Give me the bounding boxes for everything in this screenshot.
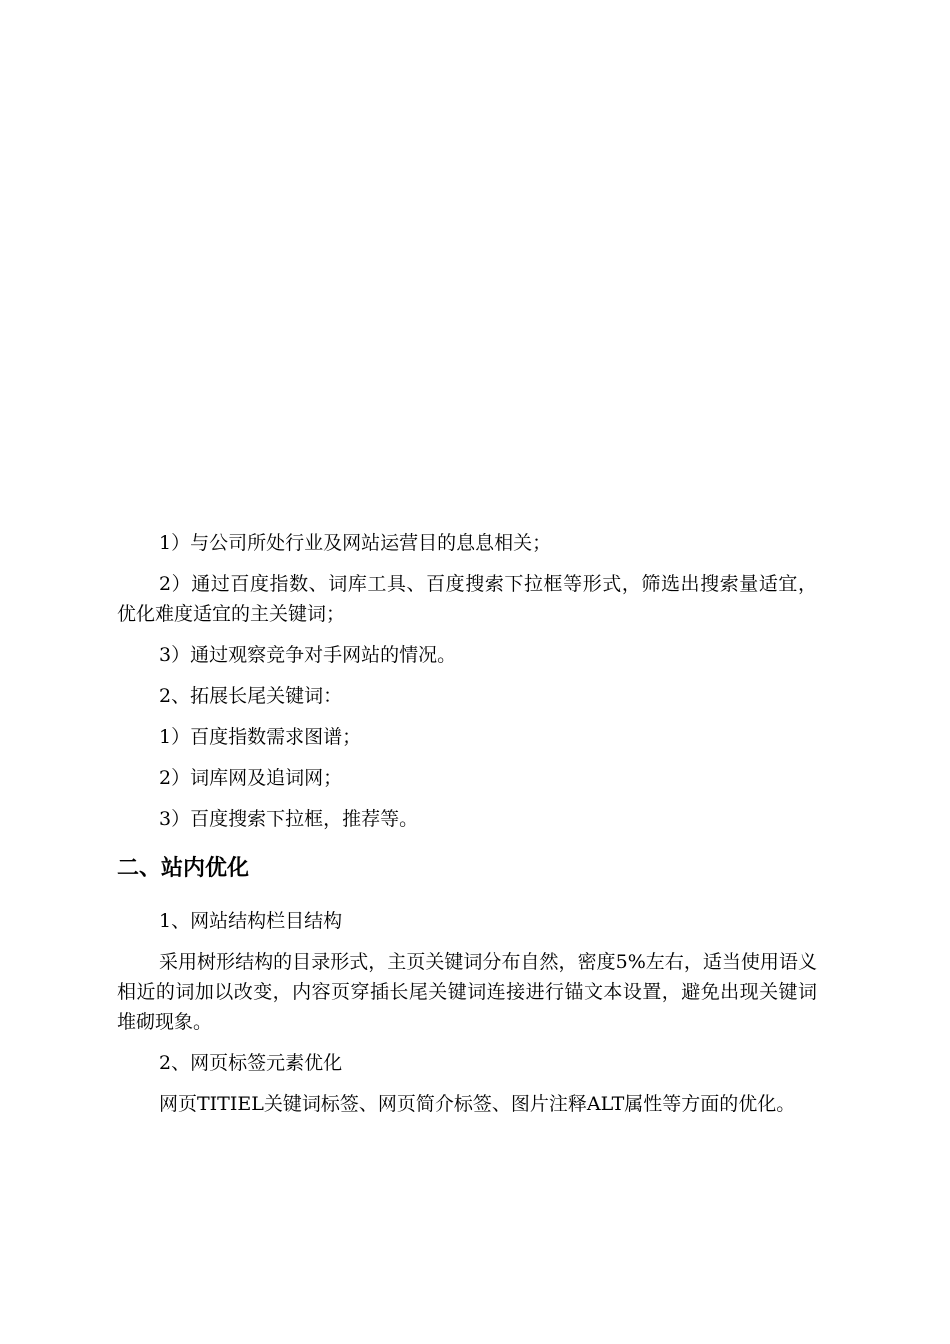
paragraph: 3）通过观察竞争对手网站的情况。	[159, 644, 457, 666]
document-page	[117, 528, 817, 1130]
subheading: 2、拓展长尾关键词：	[159, 685, 343, 707]
paragraph: 2）通过百度指数、词库工具、百度搜索下拉框等形式，筛选出搜索量适宜，优化难度适宜的主关键词；	[117, 573, 817, 625]
paragraph: 网页TITIEL关键词标签、网页简介标签、图片注释ALT属性等方面的优化。	[159, 1093, 796, 1115]
paragraph: 1）百度指数需求图谱；	[159, 726, 362, 748]
paragraph: 1）与公司所处行业及网站运营目的息息相关；	[159, 532, 552, 554]
paragraph: 采用树形结构的目录形式，主页关键词分布自然，密度5%左右，适当使用语义相近的词加以改变，内容页穿插长尾关键词连接进行锚文本设置，避免出现关键词堆砌现象。	[117, 951, 817, 1033]
subheading: 2、网页标签元素优化	[159, 1052, 343, 1074]
paragraph: 2）词库网及追词网；	[159, 767, 343, 789]
subheading: 1、网站结构栏目结构	[159, 910, 343, 932]
paragraph: 3）百度搜索下拉框，推荐等。	[159, 808, 419, 830]
section-heading: 二、站内优化	[117, 856, 250, 881]
